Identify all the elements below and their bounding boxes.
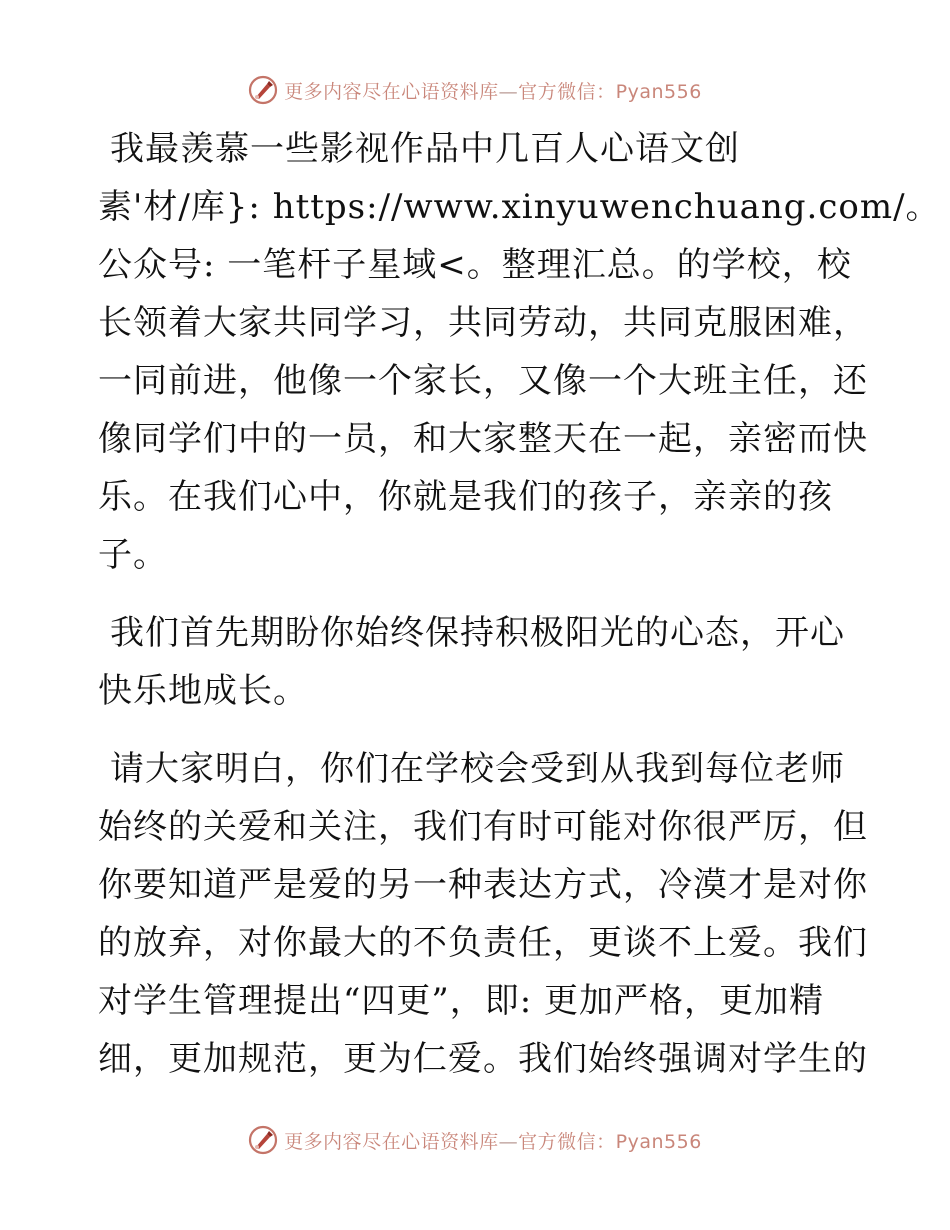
footer-banner: [0, 1120, 950, 1160]
text-line: 乐。在我们心中，你就是我们的孩子，亲亲的孩: [98, 477, 833, 517]
pen-logo-icon: [248, 75, 278, 105]
text-line: 你要知道严是爱的另一种表达方式，冷漠才是对你: [98, 865, 868, 905]
text-line: 素'材/库}: https://www.xinyuwenchuang.com/。: [98, 187, 941, 227]
paragraph-2: [98, 604, 858, 720]
footer-banner-wechat: 官方微信：Pyan556: [518, 1130, 702, 1153]
pen-logo-icon: [248, 1125, 278, 1155]
header-banner-title: 更多内容尽在心语资料库: [284, 80, 499, 103]
text-line: 始终的关爱和关注，我们有时可能对你很严厉，但: [98, 807, 868, 847]
header-banner-text: [284, 77, 702, 104]
paragraph-3: [98, 740, 868, 1088]
footer-banner-separator: —: [498, 1130, 519, 1153]
text-line: 快乐地成长。: [98, 671, 308, 711]
text-line: 子。: [98, 535, 168, 575]
footer-banner-title: 更多内容尽在心语资料库: [284, 1130, 499, 1153]
text-line: 细，更加规范，更为仁爱。我们始终强调对学生的: [98, 1039, 868, 1079]
text-line: 一同前进，他像一个家长，又像一个大班主任，还: [98, 361, 868, 401]
text-line: 我最羡慕一些影视作品中几百人心语文创: [110, 129, 740, 169]
header-banner: [0, 70, 950, 110]
paragraph-1: [98, 120, 941, 584]
text-line: 对学生管理提出“四更”，即: 更加严格，更加精: [98, 981, 825, 1021]
text-line: 的放弃，对你最大的不负责任，更谈不上爱。我们: [98, 923, 868, 963]
text-line: 长领着大家共同学习，共同劳动，共同克服困难，: [98, 303, 868, 343]
header-banner-wechat: 官方微信：Pyan556: [518, 80, 702, 103]
text-line: 像同学们中的一员，和大家整天在一起，亲密而快: [98, 419, 868, 459]
header-banner-separator: —: [498, 80, 519, 103]
footer-banner-text: [284, 1127, 702, 1154]
document-body: [98, 120, 941, 1108]
text-line: 请大家明白，你们在学校会受到从我到每位老师: [110, 749, 845, 789]
text-line: 公众号: 一笔杆子星域<。整理汇总。的学校，校: [98, 245, 852, 285]
text-line: 我们首先期盼你始终保持积极阳光的心态，开心: [110, 613, 845, 653]
